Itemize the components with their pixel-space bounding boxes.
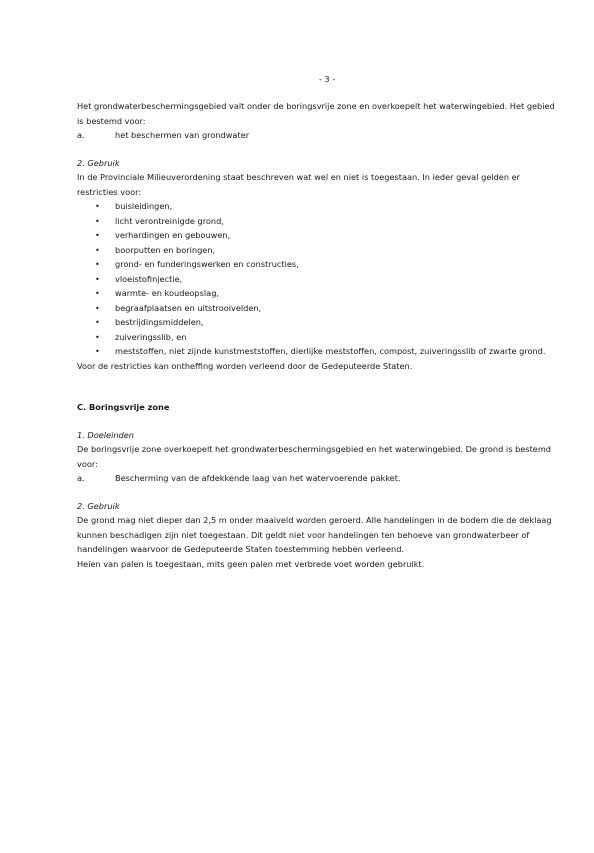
doeleinden-heading: 1. Doeleinden <box>77 429 134 440</box>
doeleinden-list-item <box>77 471 562 486</box>
list-item <box>77 330 562 345</box>
list-item-text: vloeistofinjectie, <box>115 273 183 284</box>
list-item-letter: a. <box>77 473 85 483</box>
bullet-icon: • <box>95 317 100 327</box>
list-item-text: warmte- en koudeopslag, <box>115 288 219 298</box>
bullet-icon: • <box>95 331 100 342</box>
list-item-text: Bescherming van de afdekkende laag van het watervoerende pakket. <box>115 473 401 483</box>
bullet-icon: • <box>95 201 100 211</box>
section-c-gebruik-paragraph: De grond mag niet dieper dan 2,5 m onder maaiveld worden geroerd. Alle handelingen in de bodem die de deklaag kunnen beschadigen zijn niet toegestaan. Dit geldt niet voor handelingen ten behoeve van grondwaterbeer of handelingen waarvoor de Gedeputeerde Staten toestemming hebben verleend. <box>77 515 552 554</box>
bullet-icon: • <box>95 273 100 284</box>
list-item-text: bestrijdingsmiddelen, <box>115 317 204 327</box>
list-item-text: meststoffen, niet zijnde kunstmeststoffen, dierlijke meststoffen, compost, zuiveringsslib of zwarte grond. <box>115 346 546 356</box>
gebruik-heading: 2. Gebruik <box>77 157 120 168</box>
list-item <box>77 272 562 287</box>
list-item-text: licht verontreinigde grond, <box>115 215 224 226</box>
list-item-text: boorputten en boringen, <box>115 244 216 255</box>
page-content <box>77 99 562 571</box>
list-item <box>77 214 562 229</box>
list-item <box>77 301 562 316</box>
bullet-icon: • <box>95 215 100 226</box>
bullet-icon: • <box>95 302 100 313</box>
restrictions-list <box>77 199 562 359</box>
bullet-icon: • <box>95 230 100 240</box>
doeleinden-paragraph: De boringsvrije zone overkoepelt het grondwaterbeschermingsgebied en het waterwingebied. De grond is bestemd voor: <box>77 444 551 469</box>
bullet-icon: • <box>95 288 100 298</box>
list-item-text: begraafplaatsen en uitstrooivelden, <box>115 302 262 313</box>
section-c-gebruik-paragraph-2: Heien van palen is toegestaan, mits geen palen met verbrede voet worden gebruikt. <box>77 558 425 569</box>
bullet-icon: • <box>95 346 100 356</box>
list-item <box>77 257 562 272</box>
page-number: - 3 - <box>318 74 336 84</box>
list-item <box>77 199 562 214</box>
intro-list-item <box>77 128 562 143</box>
bullet-icon: • <box>95 259 100 269</box>
bullet-icon: • <box>95 244 100 255</box>
list-item-text: buisleidingen, <box>115 201 173 211</box>
list-item <box>77 286 562 301</box>
restrictions-closing: Voor de restricties kan ontheffing worden verleend door de Gedeputeerde Staten. <box>77 360 413 371</box>
section-c-gebruik-heading: 2. Gebruik <box>77 500 120 511</box>
gebruik-paragraph: In de Provinciale Milieuverordening staat beschreven wat wel en niet is toegestaan. In ieder geval gelden er restricties voor: <box>77 172 521 197</box>
list-item-text: grond- en funderingswerken en constructies, <box>115 259 299 269</box>
list-item-letter: a. <box>77 130 85 140</box>
list-item <box>77 228 562 243</box>
section-c-heading: C. Boringsvrije zone <box>77 402 170 412</box>
list-item <box>77 243 562 258</box>
list-item-text: verhardingen en gebouwen, <box>115 230 231 240</box>
list-item-text: het beschermen van grondwater <box>115 130 250 140</box>
list-item <box>77 315 562 330</box>
list-item <box>77 344 562 359</box>
list-item-text: zuiveringsslib, en <box>115 331 187 342</box>
intro-paragraph: Het grondwaterbeschermingsgebied valt onder de boringsvrije zone en overkoepelt het waterwingebied. Het gebied is bestemd voor: <box>77 101 555 126</box>
